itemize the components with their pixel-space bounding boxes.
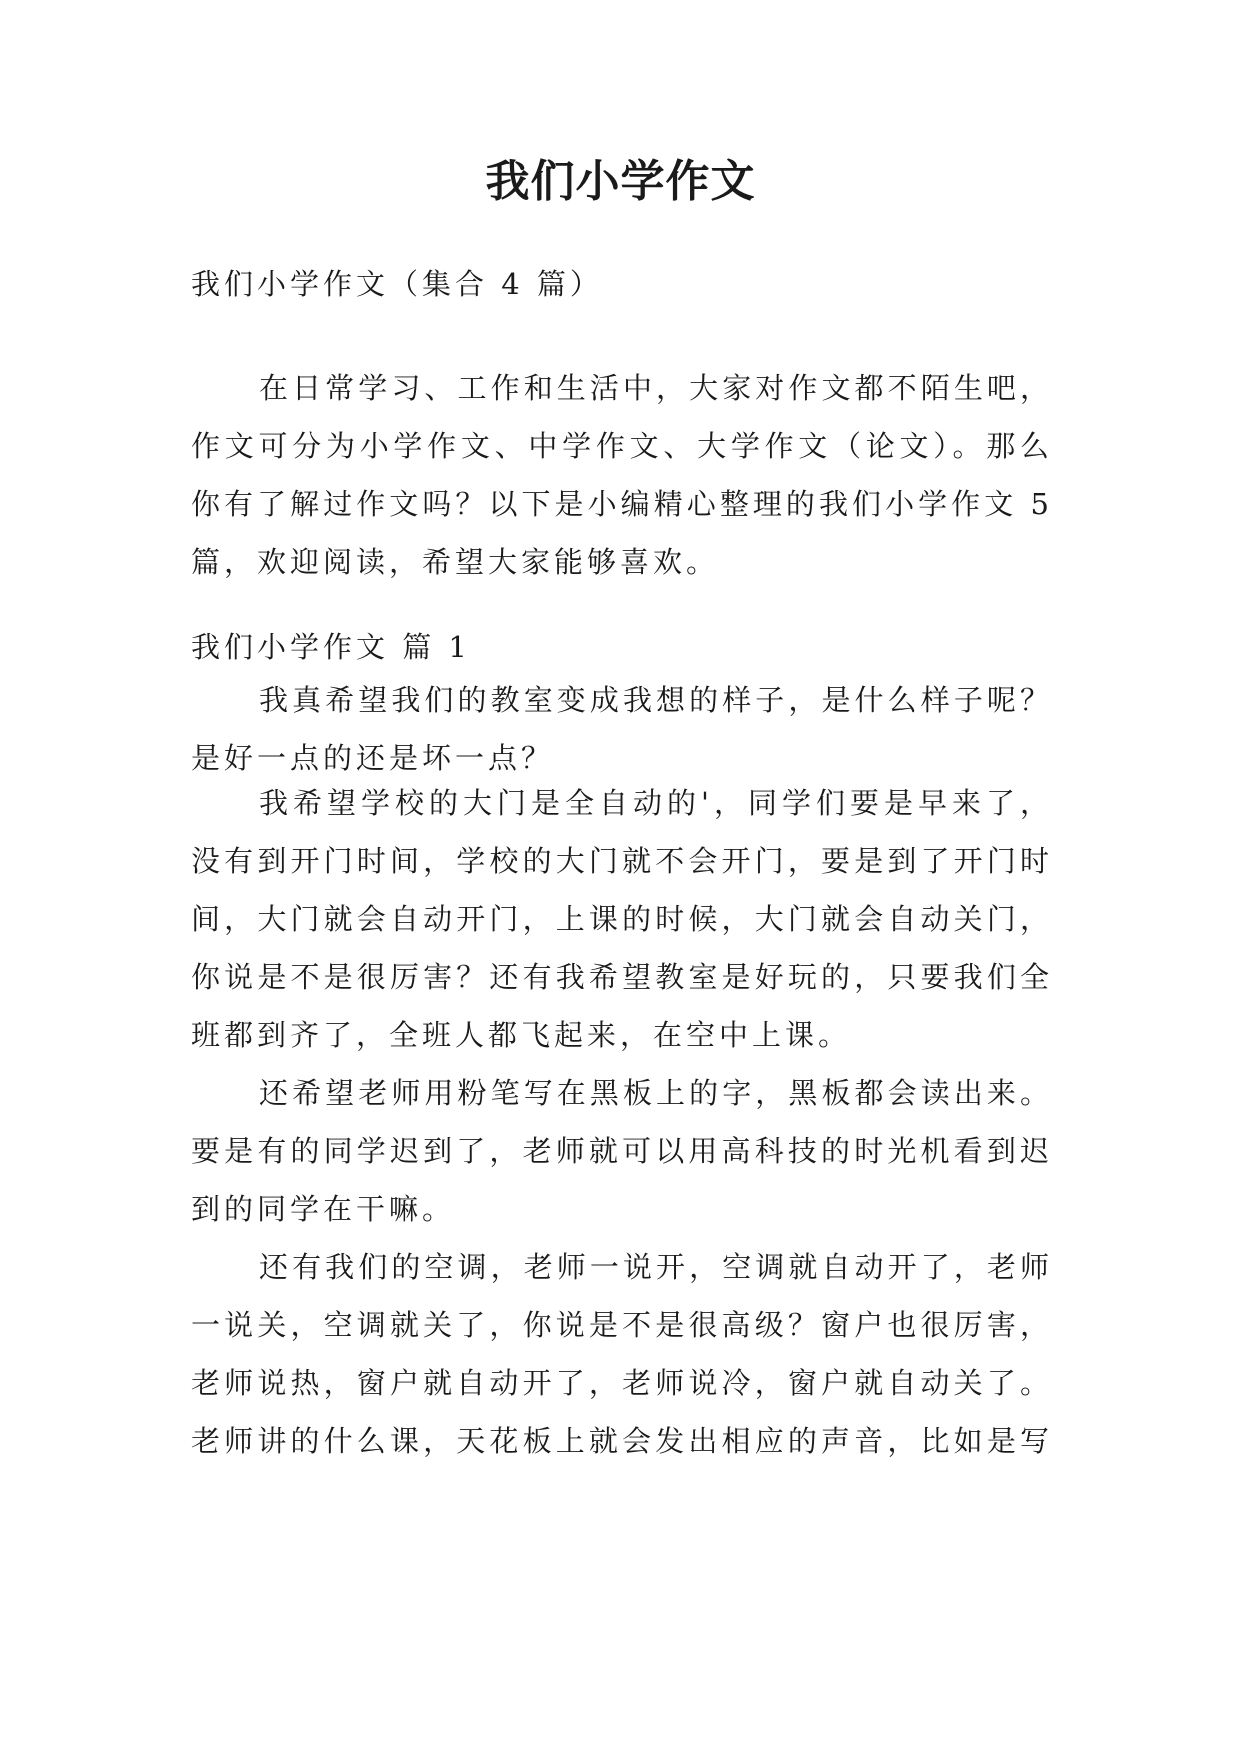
paragraph-line: 一说关，空调就关了，你说是不是很高级？窗户也很厉害，: [191, 1308, 1053, 1342]
section-paragraph: [191, 671, 1053, 787]
paragraph-line: 我真希望我们的教室变成我想的样子，是什么样子呢？: [259, 683, 1053, 717]
paragraph-line: 还希望老师用粉笔写在黑板上的字，黑板都会读出来。: [259, 1076, 1053, 1110]
paragraph-line: 老师说热，窗户就自动开了，老师说冷，窗户就自动关了。: [191, 1366, 1053, 1400]
paragraph-line: 到的同学在干嘛。: [191, 1192, 456, 1226]
paragraph-line: 还有我们的空调，老师一说开，空调就自动开了，老师: [259, 1250, 1053, 1284]
intro-line: 作文可分为小学作文、中学作文、大学作文（论文）。那么: [191, 429, 1053, 463]
intro-paragraph: [191, 359, 1053, 591]
collection-subtitle: 我们小学作文（集合 4 篇）: [191, 267, 603, 301]
paragraph-line: 老师讲的什么课，天花板上就会发出相应的声音，比如是写: [191, 1424, 1053, 1458]
intro-line: 篇，欢迎阅读，希望大家能够喜欢。: [191, 545, 720, 579]
paragraph-line: 是好一点的还是坏一点？: [191, 741, 555, 775]
section-paragraph: [191, 1238, 1053, 1470]
section-paragraph: [191, 774, 1053, 1064]
section-heading: 我们小学作文 篇 1: [191, 630, 471, 664]
section-paragraph: [191, 1064, 1053, 1238]
intro-line: 在日常学习、工作和生活中，大家对作文都不陌生吧，: [259, 371, 1053, 405]
paragraph-line: 我希望学校的大门是全自动的'，同学们要是早来了，: [259, 786, 1053, 820]
paragraph-line: 没有到开门时间，学校的大门就不会开门，要是到了开门时: [191, 844, 1053, 878]
intro-line: 你有了解过作文吗？以下是小编精心整理的我们小学作文 5: [191, 487, 1053, 521]
paragraph-line: 间，大门就会自动开门，上课的时候，大门就会自动关门，: [191, 902, 1053, 936]
paragraph-line: 你说是不是很厉害？还有我希望教室是好玩的，只要我们全: [191, 960, 1053, 994]
paragraph-line: 班都到齐了，全班人都飞起来，在空中上课。: [191, 1018, 852, 1052]
document-title: 我们小学作文: [485, 156, 756, 207]
paragraph-line: 要是有的同学迟到了，老师就可以用高科技的时光机看到迟: [191, 1134, 1053, 1168]
